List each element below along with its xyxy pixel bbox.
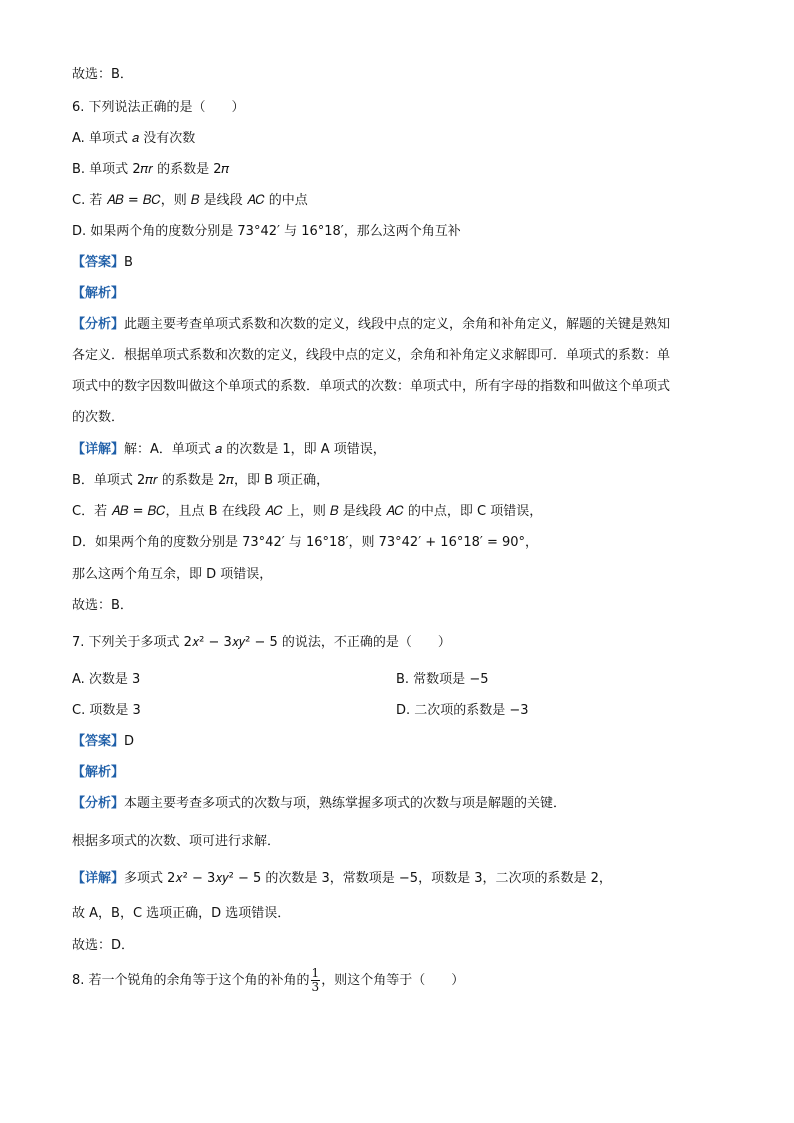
question-6-option-d: D. 如果两个角的度数分别是 73°42′ 与 16°18′，那么这两个角互补 — [72, 224, 461, 239]
fenxi-tag: 【分析】 — [72, 796, 125, 811]
one-third-fraction — [311, 967, 321, 994]
question-7-stem: 7. 下列关于多项式 2𝑥² − 3𝑥𝑦² − 5 的说法，不正确的是（ ） — [72, 635, 451, 650]
analysis-6-tag: 【解析】 — [72, 286, 125, 301]
detail-6-line-4: D．如果两个角的度数分别是 73°42′ 与 16°18′，则 73°42′ + 16°18′ = 90°， — [72, 535, 539, 550]
question-6-stem: 6. 下列说法正确的是（ ） — [72, 100, 245, 115]
analysis-7-line-1 — [72, 795, 566, 813]
xiangjie-tag: 【详解】 — [72, 442, 125, 457]
fenxi-text: 本题主要考查多项式的次数与项，熟练掌握多项式的次数与项是解题的关键． — [124, 796, 567, 811]
question-7-option-c: C. 项数是 3 — [72, 703, 141, 718]
answer-7-line — [72, 733, 134, 751]
detail-6-line-6: 故选：B． — [72, 598, 133, 613]
detail-6-line-3: C．若 𝐴𝐵 = 𝐵𝐶，且点 B 在线段 𝐴𝐶 上，则 𝐵 是线段 𝐴𝐶 的中点，即 C 项错误， — [72, 504, 543, 519]
analysis-7-tag: 【解析】 — [72, 765, 125, 780]
detail-7-line-3: 故选：D． — [72, 938, 135, 953]
answer-tag: 【答案】 — [72, 255, 125, 270]
analysis-6-line-1 — [72, 316, 670, 334]
detail-6-line-5: 那么这两个角互余，即 D 项错误， — [72, 567, 273, 582]
answer-tag: 【答案】 — [72, 734, 125, 749]
analysis-6-line-3: 项式中的数字因数叫做这个单项式的系数．单项式的次数：单项式中，所有字母的指数和叫做这个单项式 — [72, 379, 671, 394]
fenxi-tag: 【分析】 — [72, 317, 125, 332]
fenxi-text: 此题主要考查单项式系数和次数的定义，线段中点的定义，余角和补角定义，解题的关键是熟知 — [124, 317, 671, 332]
xiangjie-text: 解：A．单项式 𝑎 的次数是 1，即 A 项错误， — [124, 442, 386, 457]
answer-choice-line: 故选：B． — [72, 67, 133, 82]
question-7-option-a: A. 次数是 3 — [72, 672, 141, 687]
question-8-stem — [72, 966, 464, 996]
answer-value: D — [124, 734, 135, 749]
detail-6-line-2: B．单项式 2𝜋𝑟 的系数是 2𝜋，即 B 项正确， — [72, 473, 330, 488]
answer-value: B — [124, 255, 133, 270]
fraction-numerator: 1 — [311, 966, 320, 980]
question-8-text-before: 8. 若一个锐角的余角等于这个角的补角的 — [72, 973, 310, 988]
answer-6-line — [72, 254, 133, 272]
fraction-denominator: 3 — [311, 980, 320, 994]
question-7-option-d: D. 二次项的系数是 −3 — [396, 703, 529, 718]
question-6-option-c: C. 若 𝐴𝐵 = 𝐵𝐶，则 𝐵 是线段 𝐴𝐶 的中点 — [72, 193, 308, 208]
detail-6-line-1 — [72, 441, 386, 459]
xiangjie-text: 多项式 2𝑥² − 3𝑥𝑦² − 5 的次数是 3，常数项是 −5，项数是 3，二次项的系数是 2， — [124, 871, 612, 886]
question-7-option-b: B. 常数项是 −5 — [396, 672, 489, 687]
analysis-6-line-2: 各定义．根据单项式系数和次数的定义，线段中点的定义，余角和补角定义求解即可．单项式的系数：单 — [72, 348, 671, 363]
question-6-option-b: B. 单项式 2𝜋𝑟 的系数是 2𝜋 — [72, 162, 230, 177]
detail-7-line-2: 故 A，B，C 选项正确，D 选项错误． — [72, 906, 291, 921]
question-6-option-a: A. 单项式 𝑎 没有次数 — [72, 131, 196, 146]
xiangjie-tag: 【详解】 — [72, 871, 125, 886]
detail-7-line-1 — [72, 870, 612, 888]
analysis-7-line-2: 根据多项式的次数、项可进行求解． — [72, 834, 281, 849]
analysis-6-line-4: 的次数． — [72, 410, 125, 425]
question-8-text-after: ，则这个角等于（ ） — [321, 973, 465, 988]
